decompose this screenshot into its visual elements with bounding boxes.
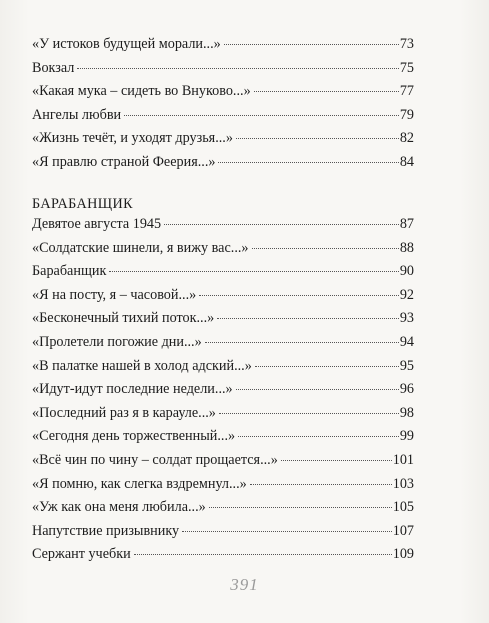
toc-entry-page: 109 <box>392 546 414 563</box>
toc-entry-page: 90 <box>399 263 414 280</box>
toc-entry <box>32 60 414 84</box>
toc-entry-title: «Сегодня день торжественный...» <box>32 428 236 445</box>
dot-leader <box>124 114 399 116</box>
page-number: 391 <box>230 575 259 594</box>
dot-leader <box>250 483 392 485</box>
dot-leader <box>109 270 398 272</box>
dot-leader <box>255 365 399 367</box>
toc-entry-page: 92 <box>399 286 414 303</box>
toc-entry-page: 96 <box>399 381 414 398</box>
toc-entry-page: 84 <box>399 153 414 170</box>
toc-entry-page: 101 <box>392 451 414 468</box>
toc-entry <box>32 499 414 523</box>
toc-entry-page: 99 <box>399 428 414 445</box>
toc-entry-title: «Я помню, как слегка вздремнул...» <box>32 475 247 492</box>
section-heading: БАРАБАНЩИК <box>32 196 133 212</box>
dot-leader <box>219 412 399 414</box>
toc-entry-page: 95 <box>399 357 414 374</box>
dot-leader <box>199 294 399 296</box>
dot-leader <box>252 247 399 249</box>
toc-entry-page: 98 <box>399 404 414 421</box>
toc-entry-title: «В палатке нашей в холод адский...» <box>32 357 252 374</box>
toc-entry-title: Девятое августа 1945 <box>32 216 162 232</box>
toc-entry-page: 105 <box>392 499 414 516</box>
dot-leader <box>77 67 398 69</box>
toc-entry-page: 73 <box>399 36 414 52</box>
dot-leader <box>254 90 399 92</box>
toc-entry <box>32 476 414 500</box>
toc-entry-page: 87 <box>399 216 414 232</box>
toc-entry <box>32 263 414 287</box>
toc-entry <box>32 523 414 547</box>
toc-entry-page: 103 <box>392 475 414 492</box>
dot-leader <box>281 459 392 461</box>
toc-entry-page: 93 <box>399 310 414 327</box>
toc-entry-title: «У истоков будущей морали...» <box>32 36 221 52</box>
dot-leader <box>236 388 399 390</box>
toc-entry <box>32 546 414 570</box>
dot-leader <box>238 435 399 437</box>
dot-leader <box>209 506 392 508</box>
toc-entry-title: «Какая мука – сидеть во Внуково...» <box>32 83 251 100</box>
dot-leader <box>205 341 399 343</box>
toc-entry-title: Вокзал <box>32 59 75 76</box>
toc-list-part-2 <box>32 216 414 570</box>
toc-entry-page: 82 <box>399 130 414 147</box>
toc-entry-title: «Идут-идут последние недели...» <box>32 381 233 398</box>
toc-entry <box>32 310 414 334</box>
toc-entry <box>32 216 414 240</box>
toc-entry <box>32 287 414 311</box>
toc-entry <box>32 107 414 131</box>
toc-entry-title: «Бесконечный тихий поток...» <box>32 310 215 327</box>
toc-entry <box>32 428 414 452</box>
toc-entry-page: 94 <box>399 333 414 350</box>
toc-entry <box>32 36 414 60</box>
toc-entry-page: 107 <box>392 522 414 539</box>
toc-entry-page: 77 <box>399 83 414 100</box>
toc-entry <box>32 83 414 107</box>
toc-entry <box>32 240 414 264</box>
toc-list-part-1 <box>32 36 414 178</box>
toc-entry <box>32 130 414 154</box>
toc-entry-title: «Я на посту, я – часовой...» <box>32 286 197 303</box>
dot-leader <box>224 43 399 45</box>
toc-entry-title: «Пролетели погожие дни...» <box>32 333 202 350</box>
toc-entry-title: Барабанщик <box>32 263 107 280</box>
dot-leader <box>218 161 398 163</box>
toc-entry-page: 79 <box>399 106 414 123</box>
toc-entry-title: Ангелы любви <box>32 106 122 123</box>
toc-entry-title: Сержант учебки <box>32 546 131 563</box>
dot-leader <box>164 223 399 225</box>
toc-entry <box>32 405 414 429</box>
toc-entry-title: «Солдатские шинели, я вижу вас...» <box>32 239 249 256</box>
toc-entry-title: «Последний раз я в карауле...» <box>32 404 216 421</box>
toc-entry <box>32 452 414 476</box>
toc-entry-page: 75 <box>399 59 414 76</box>
toc-entry <box>32 154 414 178</box>
dot-leader <box>134 553 392 555</box>
toc-entry <box>32 381 414 405</box>
toc-entry-title: «Я правлю страной Феерия...» <box>32 153 216 170</box>
dot-leader <box>182 530 392 532</box>
dot-leader <box>236 137 399 139</box>
toc-entry-title: «Уж как она меня любила...» <box>32 499 206 516</box>
toc-entry-title: Напутствие призывнику <box>32 522 180 539</box>
toc-entry-title: «Жизнь течёт, и уходят друзья...» <box>32 130 233 147</box>
dot-leader <box>217 317 399 319</box>
toc-entry-title: «Всё чин по чину – солдат прощается...» <box>32 451 278 468</box>
toc-entry-page: 88 <box>399 239 414 256</box>
toc-entry <box>32 358 414 382</box>
toc-entry <box>32 334 414 358</box>
